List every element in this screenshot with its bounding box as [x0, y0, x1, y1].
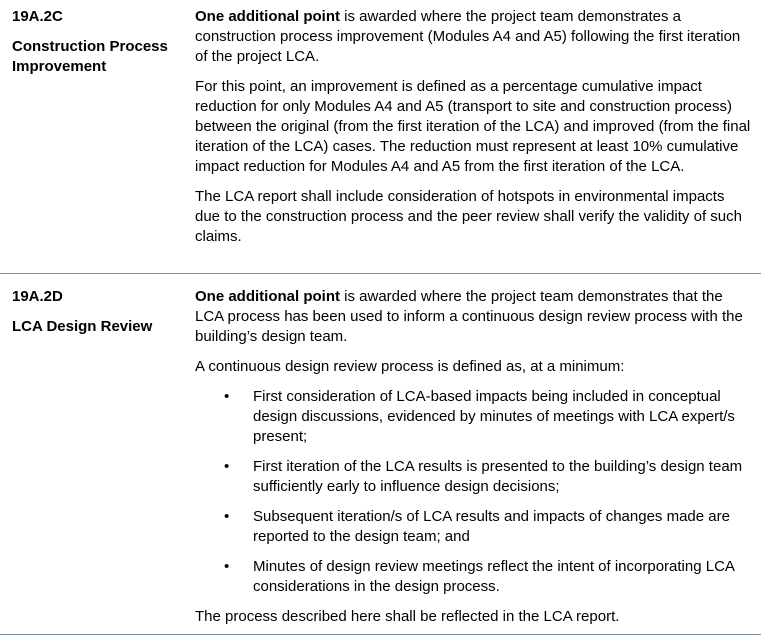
emphasis-text: One additional point	[195, 8, 340, 25]
criterion-paragraph	[195, 187, 751, 247]
table-row-19a-2c	[0, 0, 761, 274]
bullet-icon: •	[224, 388, 230, 405]
criterion-title: Construction Process Improvement	[12, 38, 168, 75]
list-item-text: First iteration of the LCA results is presented to the building’s design team sufficiently early to influence design decisions;	[253, 458, 743, 495]
criterion-code: 19A.2C	[12, 8, 63, 25]
criterion-paragraph	[195, 7, 751, 67]
list-item-text: First consideration of LCA-based impacts being included in conceptual design discussions, evidenced by minutes of meetings with LCA expert/s present;	[253, 388, 735, 445]
criterion-title: LCA Design Review	[12, 318, 153, 335]
list-item	[195, 557, 751, 597]
definition-paragraph: A continuous design review process is defined as, at a minimum:	[195, 358, 625, 375]
criterion-paragraph	[195, 287, 751, 347]
bullet-icon: •	[224, 508, 230, 525]
table-row-19a-2d	[0, 274, 761, 635]
criterion-header-cell	[0, 274, 195, 634]
criterion-code: 19A.2D	[12, 288, 63, 305]
list-item	[195, 457, 751, 497]
paragraph-text: is awarded where the project team demonstrates a construction process improvement (Modules A4 and A5) following the first iteration of the project LCA.	[195, 8, 741, 65]
closing-paragraph: The process described here shall be reflected in the LCA report.	[195, 608, 620, 625]
criterion-paragraph	[195, 77, 751, 177]
requirements-list	[195, 387, 751, 597]
list-item	[195, 387, 751, 447]
paragraph-text: is awarded where the project team demonstrates that the LCA process has been used to inform a continuous design review process with the building’s design team.	[195, 288, 743, 345]
bullet-icon: •	[224, 558, 230, 575]
list-item	[195, 507, 751, 547]
paragraph-text: For this point, an improvement is defined as a percentage cumulative impact reduction for only Modules A4 and A5 (transport to site and construction process) between the original (from the first iteration of the LCA) and improved (from the final iteration of the LCA) cases. The reduction must represent at least 10% cumulative impact reduction for Modules A4 and A5 from the first iteration of the LCA.	[195, 78, 751, 175]
criterion-body-cell	[195, 0, 761, 273]
paragraph-text: The LCA report shall include consideration of hotspots in environmental impacts due to the construction process and the peer review shall verify the validity of such claims.	[195, 188, 742, 245]
list-item-text: Subsequent iteration/s of LCA results and impacts of changes made are reported to the design team; and	[253, 508, 730, 545]
criterion-body-cell	[195, 274, 761, 634]
emphasis-text: One additional point	[195, 288, 340, 305]
bullet-icon: •	[224, 458, 230, 475]
list-item-text: Minutes of design review meetings reflect the intent of incorporating LCA considerations in the design process.	[253, 558, 735, 595]
criterion-header-cell	[0, 0, 195, 273]
